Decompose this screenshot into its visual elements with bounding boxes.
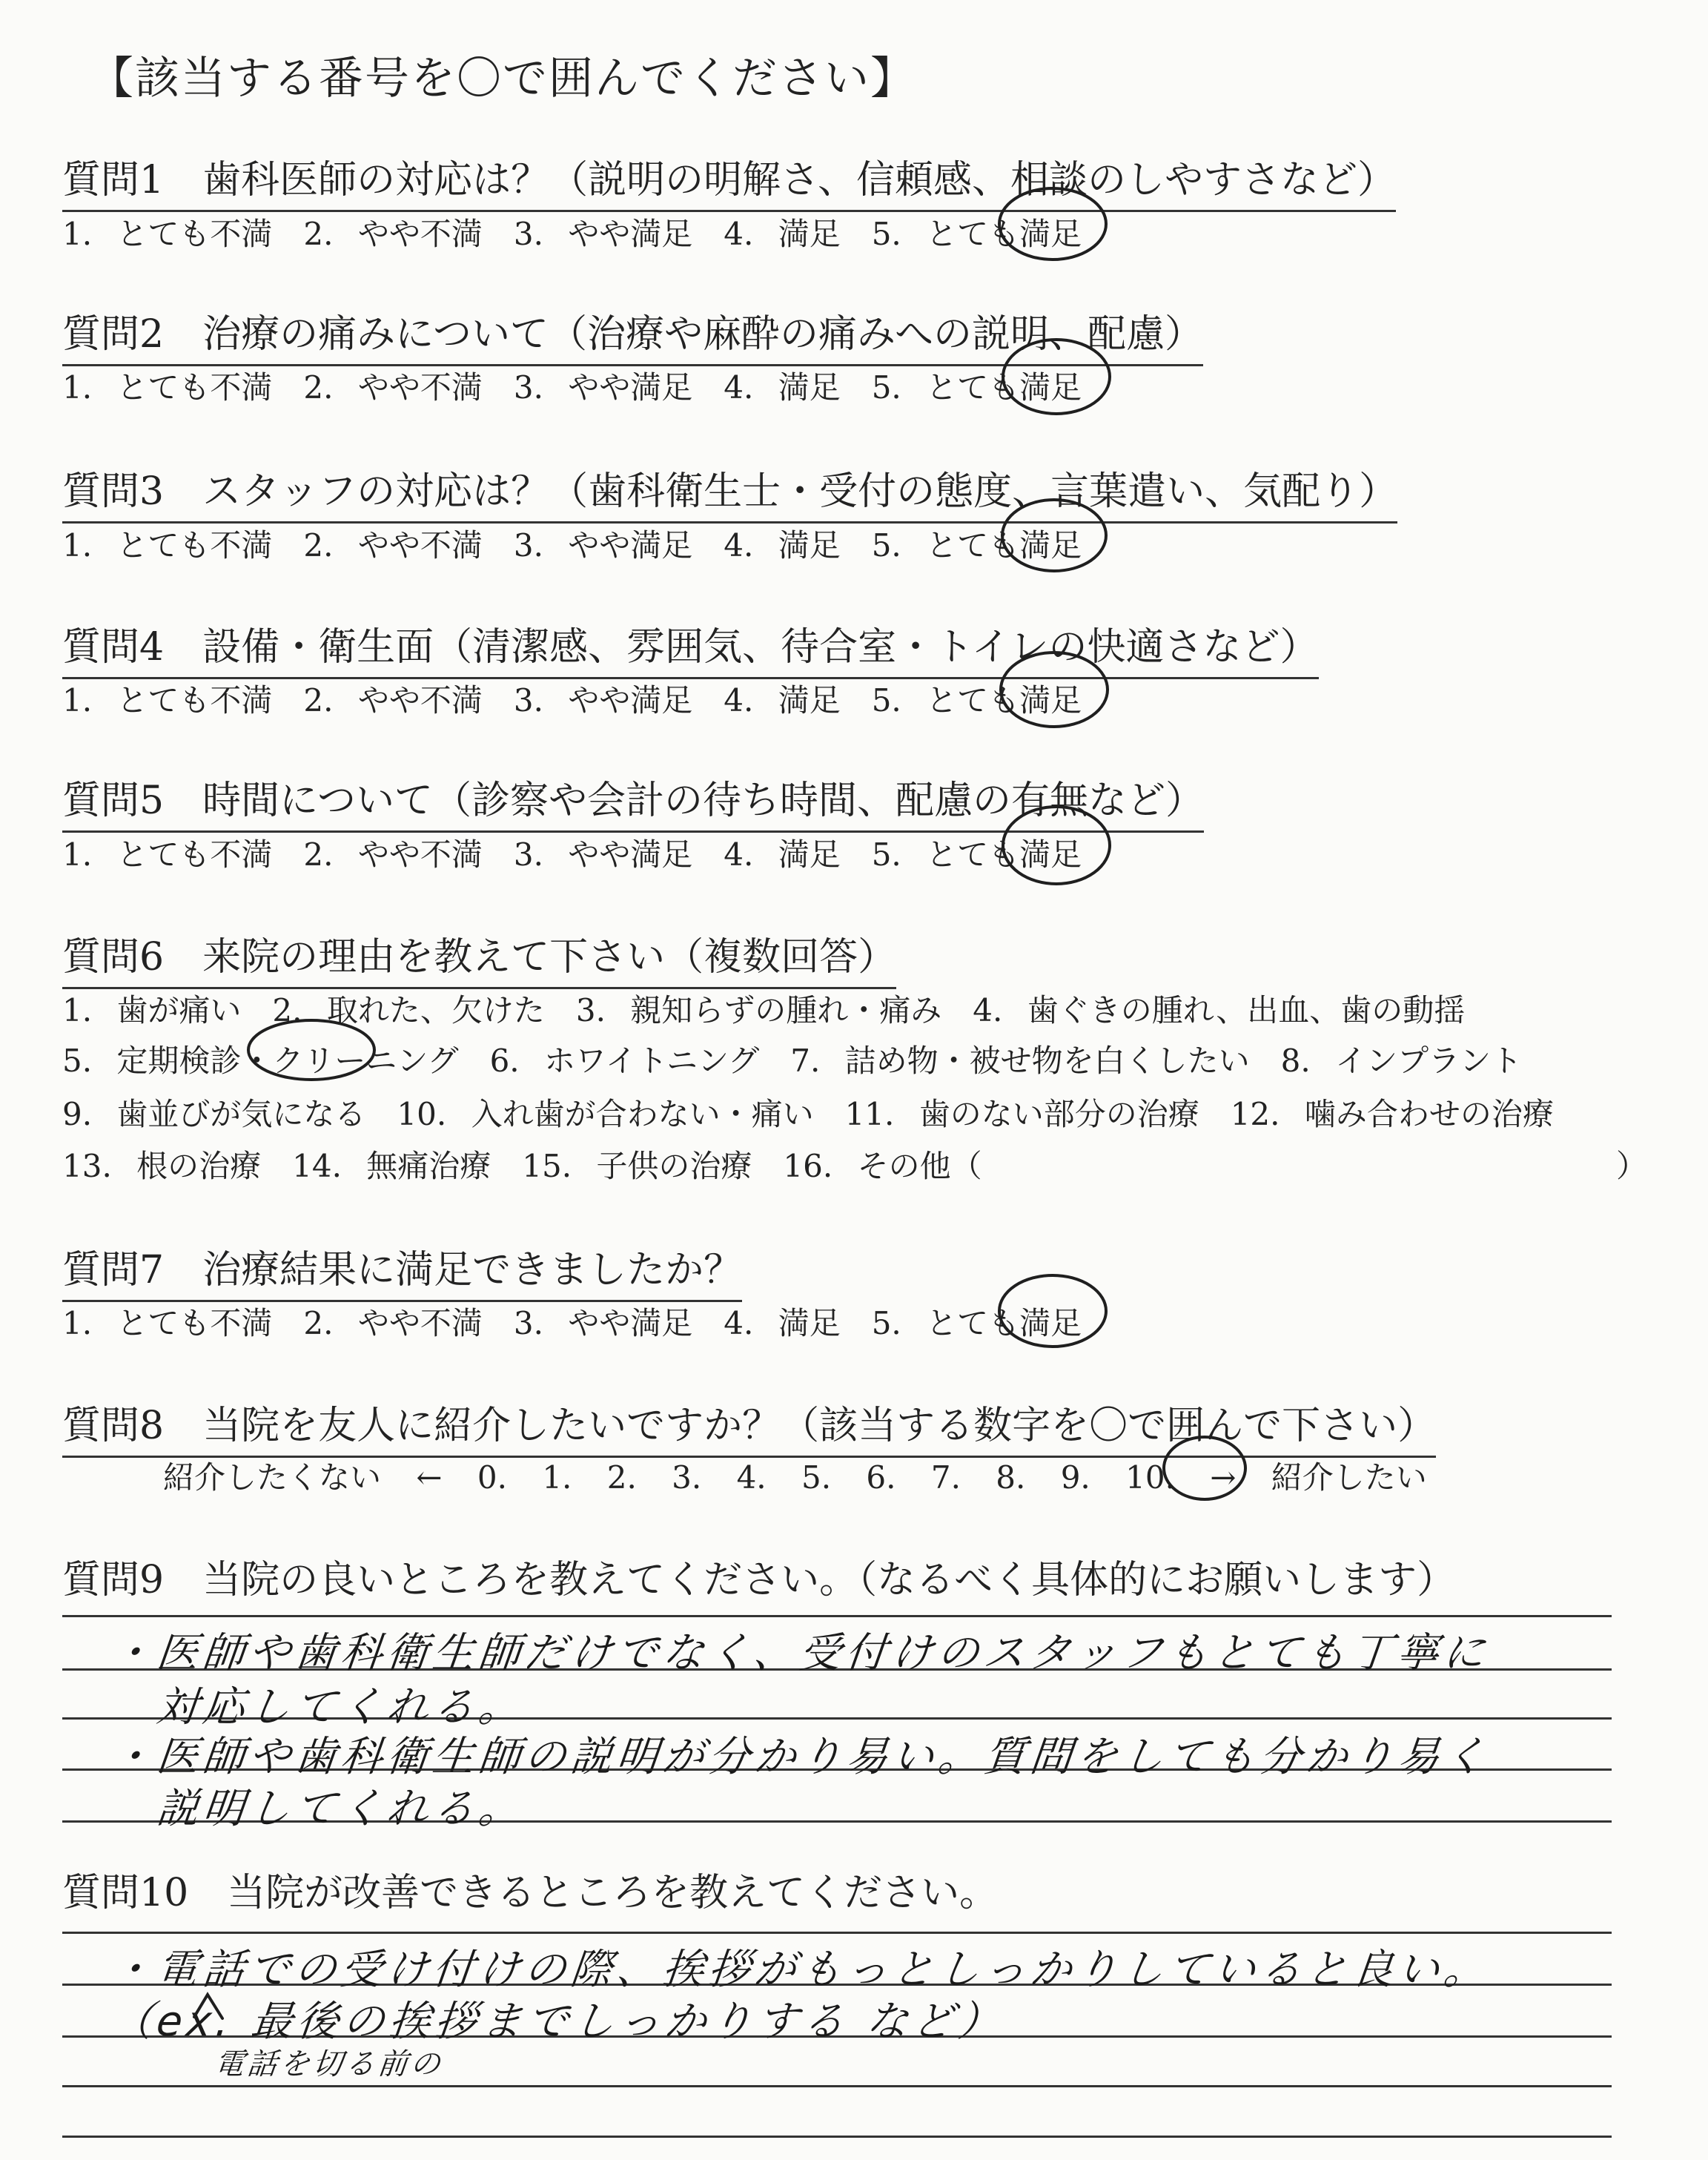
q9-answer-line-3: ・医師や歯科衛生師の説明が分かり易い。質問をしても分かり易く [108, 1733, 1492, 1781]
question-1-options[interactable]: 1. とても不満 2. やや不満 3. やや満足 4. 満足 5. とても満足 [62, 216, 1082, 252]
q10-answer-insertion: 電話を切る前の [213, 2047, 446, 2081]
question-4-options[interactable]: 1. とても不満 2. やや不満 3. やや満足 4. 満足 5. とても満足 [62, 682, 1082, 719]
question-4: 質問4 設備・衛生面（清潔感、雰囲気、待合室・トイレの快適さなど） [62, 615, 1319, 679]
question-3: 質問3 スタッフの対応は？（歯科衛生士・受付の態度、言葉遣い、気配り） [62, 460, 1397, 524]
question-6-options-row-4[interactable]: 13. 根の治療 14. 無痛治療 15. 子供の治療 16. その他（ [62, 1148, 982, 1184]
question-5: 質問5 時間について（診察や会計の待ち時間、配慮の有無など） [62, 769, 1204, 833]
question-2-options[interactable]: 1. とても不満 2. やや不満 3. やや満足 4. 満足 5. とても満足 [62, 369, 1082, 406]
q10-answer-line-2: （ex. 最後の挨拶までしっかりする など） [108, 1998, 1007, 2046]
recommend-scale[interactable]: 紹介したくない ← 0. 1. 2. 3. 4. 5. 6. 7. 8. 9. 10. → 紹介したい [163, 1459, 1427, 1496]
question-7: 質問7 治療結果に満足できましたか？ [62, 1238, 742, 1302]
question-8: 質問8 当院を友人に紹介したいですか？（該当する数字を〇で囲んで下さい） [62, 1394, 1436, 1458]
other-close-paren: ） [1616, 1148, 1648, 1184]
question-10: 質問10 当院が改善できるところを教えてください。 [62, 1871, 999, 1915]
question-6-options-row-2[interactable]: 5. 定期検診・クリーニング 6. ホワイトニング 7. 詰め物・被せ物を白くしたい 8. インプラント [62, 1043, 1523, 1079]
q9-answer-line-4: 説明してくれる。 [108, 1785, 527, 1833]
answer-line [62, 2136, 1612, 2138]
question-9: 質問9 当院の良いところを教えてください。（なるべく具体的にお願いします） [62, 1558, 1456, 1602]
question-7-options[interactable]: 1. とても不満 2. やや不満 3. やや満足 4. 満足 5. とても満足 [62, 1305, 1082, 1341]
answer-line [62, 2085, 1612, 2087]
q9-answer-line-1: ・医師や歯科衛生師だけでなく、受付けのスタッフもとても丁寧に [108, 1629, 1492, 1677]
q9-answer-line-2: 対応してくれる。 [108, 1683, 527, 1731]
page-title: 【該当する番号を〇で囲んでください】 [89, 53, 916, 105]
question-5-options[interactable]: 1. とても不満 2. やや不満 3. やや満足 4. 満足 5. とても満足 [62, 836, 1082, 873]
question-1: 質問1 歯科医師の対応は？（説明の明解さ、信頼感、相談のしやすさなど） [62, 148, 1396, 212]
question-2: 質問2 治療の痛みについて（治療や麻酔の痛みへの説明、配慮） [62, 303, 1203, 366]
q10-answer-line-1: ・電話での受け付けの際、挨拶がもっとしっかりしていると良い。 [108, 1946, 1492, 1994]
question-6-options-row-1[interactable]: 1. 歯が痛い 2. 取れた、欠けた 3. 親知らずの腫れ・痛み 4. 歯ぐきの腫れ、出血、歯の動揺 [62, 992, 1466, 1028]
question-6: 質問6 来院の理由を教えて下さい（複数回答） [62, 925, 896, 989]
answer-line [62, 1932, 1612, 1934]
answer-line [62, 1615, 1612, 1617]
question-3-options[interactable]: 1. とても不満 2. やや不満 3. やや満足 4. 満足 5. とても満足 [62, 527, 1082, 564]
question-6-options-row-3[interactable]: 9. 歯並びが気になる 10. 入れ歯が合わない・痛い 11. 歯のない部分の治療 12. 噛み合わせの治療 [62, 1096, 1554, 1132]
